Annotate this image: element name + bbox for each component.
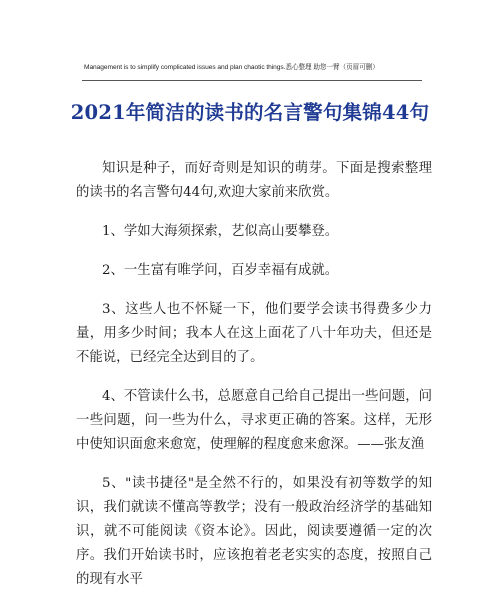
header-divider [82, 80, 422, 81]
quote-paragraph: 3、这些人也不怀疑一下，他们要学会读书得费多少力量，用多少时间；我本人在这上面花了八十年功夫，但还是不能说，已经完全达到目的了。 [76, 302, 432, 365]
quote-paragraph: 4、不管读什么书，总愿意自己给自己提出一些问题，问一些问题，问一些为什么，寻求更正确的答案。这样，无形中使知识面愈来愈宽，使理解的程度愈来愈深。——张友渔 [76, 389, 432, 452]
quote-paragraph: 1、学如大海须探索，艺似高山要攀登。 [102, 224, 339, 239]
intro-paragraph: 知识是种子，而好奇则是知识的萌芽。下面是搜索整理的读书的名言警句44句,欢迎大家前来欣赏。 [76, 161, 432, 200]
quote-paragraph: 5、"读书捷径"是全然不行的，如果没有初等数学的知识，我们就读不懂高等教学；没有一般政治经济学的基础知识，就不可能阅读《资本论》。因此，阅读要遵循一定的次序。我们开始读书时，应该抱着老老实实的态度，按照自己的现有水平 [76, 476, 432, 587]
document-title: 2021年简洁的读书的名言警句集锦44句 [70, 101, 430, 124]
quote-paragraph: 2、一生富有唯学问，百岁幸福有成就。 [102, 263, 339, 278]
page-header: Management is to simplify complicated issues and plan chaotic things.悉心整理 助您一臂（页眉可删） [84, 64, 379, 71]
document-body [76, 157, 432, 592]
